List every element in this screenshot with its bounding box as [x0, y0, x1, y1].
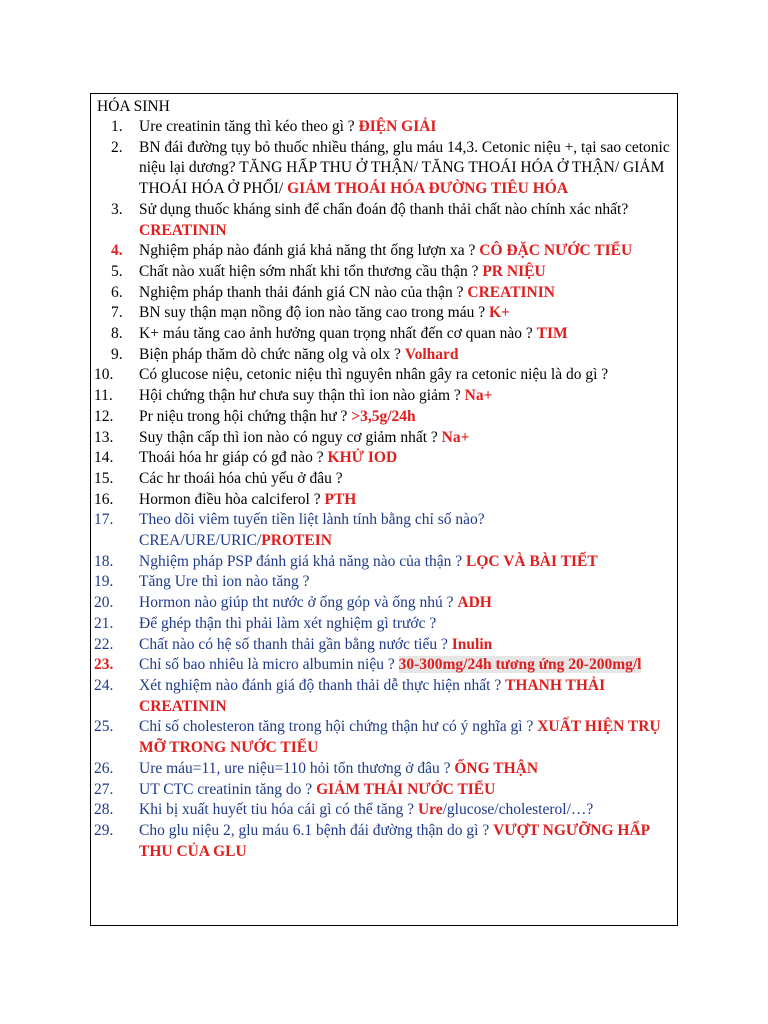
item-question: Hội chứng thận hư chưa suy thận thì ion nào giảm ? [139, 387, 465, 405]
item-answer: 30-300mg/24h tương ứng 20-200mg/l [398, 656, 642, 674]
item-question: Ure máu=11, ure niệu=110 hỏi tổn thương ở đâu ? [139, 759, 455, 777]
list-item [91, 283, 677, 304]
item-question: Theo dõi viêm tuyến tiền liệt lành tính bằng chỉ số nào? CREA/URE/URIC/ [139, 511, 485, 550]
item-number: 26. [94, 759, 114, 777]
item-question: Pr niệu trong hội chứng thận hư ? [139, 407, 352, 425]
item-number: 6. [111, 283, 123, 301]
item-number: 27. [94, 780, 114, 798]
item-number: 14. [94, 449, 114, 467]
list-item [91, 138, 677, 200]
list-item [91, 655, 677, 676]
item-answer: CREATININ [467, 283, 555, 301]
item-number: 9. [111, 345, 123, 363]
item-question: UT CTC creatinin tăng do ? [139, 780, 317, 798]
document-box [90, 93, 678, 926]
item-answer: Na+ [441, 428, 470, 446]
item-question: K+ máu tăng cao ảnh hưởng quan trọng nhất đến cơ quan nào ? [139, 325, 537, 343]
item-question: Có glucose niệu, cetonic niệu thì nguyên nhân gây ra cetonic niệu là do gì ? [139, 366, 609, 384]
item-question: Chỉ số bao nhiêu là micro albumin niệu ? [139, 656, 399, 674]
item-number: 1. [111, 118, 123, 135]
item-number: 13. [94, 428, 114, 446]
item-question: Sử dụng thuốc kháng sinh để chẩn đoán độ thanh thải chất nào chính xác nhất? [139, 200, 629, 218]
list-item [91, 552, 677, 573]
list-item [91, 428, 677, 449]
item-number: 7. [111, 304, 123, 322]
item-number: 2. [111, 138, 123, 156]
list-item [91, 303, 677, 324]
item-answer: CÔ ĐẶC NƯỚC TIỂU [479, 242, 633, 260]
item-answer: ADH [457, 594, 492, 612]
item-answer: K+ [488, 304, 510, 322]
item-question: Hormon nào giúp tht nước ở ống góp và ống nhú ? [139, 594, 458, 612]
item-number: 24. [94, 676, 114, 694]
item-answer: Volhard [404, 345, 459, 363]
item-answer: ĐIỆN GIẢI [358, 118, 437, 135]
item-question: Khi bị xuất huyết tiu hóa cái gì có thể tăng ? [139, 801, 418, 819]
item-number: 10. [94, 366, 114, 384]
list-item [91, 717, 677, 758]
list-item [91, 345, 677, 366]
list-item [91, 635, 677, 656]
item-answer: >3,5g/24h [351, 407, 416, 425]
item-number: 8. [111, 325, 123, 343]
list-item [91, 386, 677, 407]
list-item [91, 614, 677, 635]
item-answer: XUẤT HIỆN TRỤ MỠ TRONG NƯỚC TIỂU [139, 718, 661, 757]
item-question: Chất nào xuất hiện sớm nhất khi tổn thương cầu thận ? [139, 262, 483, 280]
list-item [91, 262, 677, 283]
item-number: 19. [94, 573, 114, 591]
item-answer: PTH [324, 490, 357, 508]
item-question: Để ghép thận thì phải làm xét nghiệm gì trước ? [139, 614, 437, 632]
list-item [91, 448, 677, 469]
list-item [91, 365, 677, 386]
item-number: 22. [94, 635, 114, 653]
list-item [91, 759, 677, 780]
item-answer: KHỬ IOD [327, 449, 398, 467]
item-number: 21. [94, 614, 114, 632]
item-answer: VƯỢT NGƯỠNG HẤP THU CỦA GLU [139, 821, 650, 860]
list-item [91, 200, 677, 241]
list-item [91, 676, 677, 717]
item-question: Thoái hóa hr giáp có gđ nào ? [139, 449, 328, 467]
list-item [91, 324, 677, 345]
item-question: Nghiệm pháp nào đánh giá khả năng tht ống lượn xa ? [139, 242, 480, 260]
question-list [91, 117, 677, 862]
item-answer: LỌC VÀ BÀI TIẾT [466, 552, 598, 570]
item-question: BN đái đường tụy bỏ thuốc nhiều tháng, glu máu 14,3. Cetonic niệu +, tại sao cetonic niệu lại dương? TĂNG HẤP THU Ở THẬN/ TĂNG THOÁI HÓA Ở THẬN/ GIẢM THOÁI HÓA Ở PHỔI/ [139, 138, 670, 198]
item-answer: GIẢM THOÁI HÓA ĐƯỜNG TIÊU HÓA [287, 180, 569, 198]
item-number: 18. [94, 552, 114, 570]
list-item [91, 800, 677, 821]
item-answer: CREATININ [139, 221, 227, 239]
item-question: Nghiệm pháp PSP đánh giá khả năng nào của thận ? [139, 552, 467, 570]
item-answer: PROTEIN [261, 532, 332, 550]
item-number: 5. [111, 262, 123, 280]
item-number: 3. [111, 200, 123, 218]
list-item [91, 510, 677, 551]
item-question: Biện pháp thăm dò chức năng olg và olx ? [139, 345, 405, 363]
item-question: Chất nào có hệ số thanh thải gần bằng nước tiểu ? [139, 635, 452, 653]
item-answer: GIẢM THẢI NƯỚC TIỂU [316, 780, 496, 798]
section-title: HÓA SINH [97, 98, 170, 115]
item-answer: Inulin [451, 635, 493, 653]
item-question-tail: /glucose/cholesterol/…? [442, 801, 594, 819]
item-number: 28. [94, 801, 114, 819]
list-item [91, 407, 677, 428]
item-question: Tăng Ure thì ion nào tăng ? [139, 573, 310, 591]
list-item [91, 593, 677, 614]
item-question: BN suy thận mạn nồng độ ion nào tăng cao trong máu ? [139, 304, 489, 322]
item-number: 4. [111, 242, 123, 260]
list-item [91, 821, 677, 862]
list-item [91, 572, 677, 593]
list-item [91, 241, 677, 262]
item-number: 23. [94, 656, 114, 674]
item-number: 12. [94, 407, 114, 425]
item-answer: TIM [536, 325, 568, 343]
item-number: 17. [94, 511, 114, 529]
item-question: Cho glu niệu 2, glu máu 6.1 bệnh đái đường thận do gì ? [139, 821, 494, 839]
item-answer: ỐNG THẬN [454, 759, 539, 777]
item-number: 15. [94, 469, 114, 487]
item-answer: Na+ [464, 387, 493, 405]
list-item [91, 117, 677, 138]
item-number: 16. [94, 490, 114, 508]
list-item [91, 780, 677, 801]
item-answer: Ure [417, 801, 443, 819]
item-question: Nghiệm pháp thanh thải đánh giá CN nào của thận ? [139, 283, 468, 301]
list-item [91, 490, 677, 511]
item-number: 11. [94, 387, 113, 405]
item-question: Xét nghiệm nào đánh giá độ thanh thải dễ thực hiện nhất ? [139, 676, 506, 694]
item-number: 20. [94, 594, 114, 612]
list-item [91, 469, 677, 490]
item-question: Ure creatinin tăng thì kéo theo gì ? [139, 118, 359, 135]
item-number: 29. [94, 821, 114, 839]
item-answer: THANH THẢI CREATININ [139, 676, 606, 715]
item-number: 25. [94, 718, 114, 736]
item-answer: PR NIỆU [482, 262, 546, 280]
item-question: Các hr thoái hóa chủ yếu ở đâu ? [139, 469, 343, 487]
item-question: Suy thận cấp thì ion nào có nguy cơ giảm nhất ? [139, 428, 442, 446]
item-question: Chỉ số cholesteron tăng trong hội chứng thận hư có ý nghĩa gì ? [139, 718, 538, 736]
item-question: Hormon điều hòa calciferol ? [139, 490, 325, 508]
